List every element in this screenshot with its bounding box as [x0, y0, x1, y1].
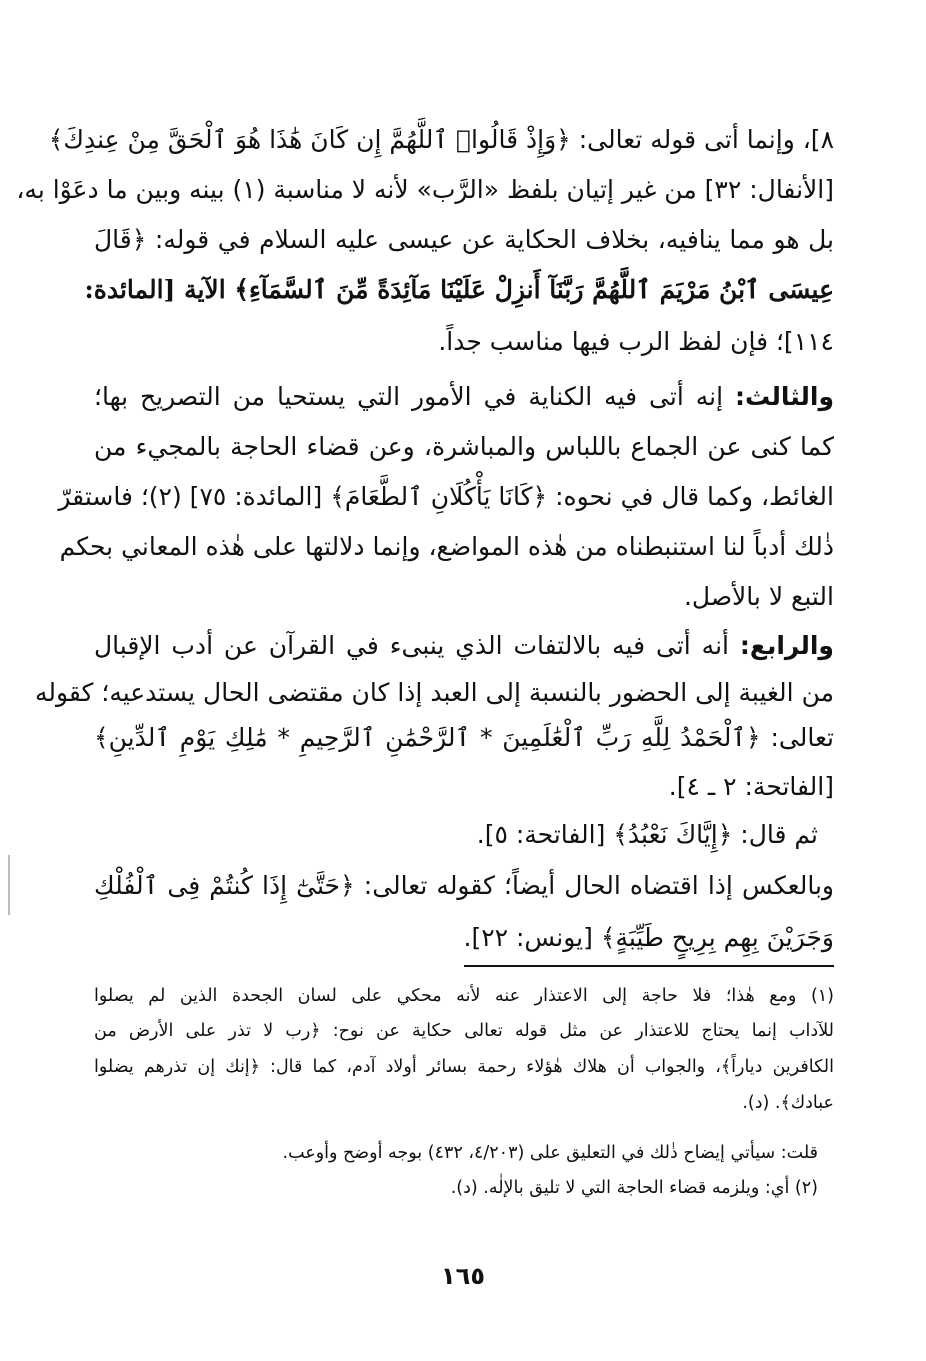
- body-line: التبع لا بالأصل.: [683, 582, 834, 611]
- footnote-line: (٢) أي: ويلزمه قضاء الحاجة التي لا تليق بالإلٰه. (د).: [450, 1178, 818, 1198]
- body-line: [الفاتحة: ٢ ـ ٤].: [668, 772, 834, 801]
- body-line: بل هو مما ينافيه، بخلاف الحكاية عن عيسى عليه السلام في قوله: ﴿قَالَ: [94, 225, 834, 254]
- body-line: [94, 373, 834, 421]
- body-line: من الغيبة إلى الحضور بالنسبة إلى العبد إذا كان مقتضى الحال يستدعيه؛ كقوله: [34, 678, 834, 707]
- body-line: ثم قال: ﴿إِيَّاكَ نَعْبُدُ﴾ [الفاتحة: ٥].: [476, 820, 818, 849]
- body-line: الغائط، وكما قال في نحوه: ﴿كَانَا يَأْكُلَانِ ٱلطَّعَامَ﴾ [المائدة: ٧٥] (٢)؛ فاستقرّ: [58, 482, 834, 511]
- body-line: وبالعكس إذا اقتضاه الحال أيضاً؛ كقوله تعالى: ﴿حَتَّىٰٓ إِذَا كُنتُمْ فِى ٱلْفُلْكِ: [94, 871, 834, 900]
- body-line: تعالى: ﴿ٱلْحَمْدُ لِلَّهِ رَبِّ ٱلْعَٰلَمِينَ * ٱلرَّحْمَٰنِ ٱلرَّحِيمِ * مَٰلِكِ يَوْمِ ٱلدِّينِ﴾: [94, 723, 834, 752]
- paragraph-text: إنه أتى فيه الكناية في الأمور التي يستحيا من التصريح بها؛: [94, 382, 724, 411]
- paragraph-text: أنه أتى فيه بالالتفات الذي ينبىء في القرآن عن أدب الإقبال: [94, 631, 729, 660]
- body-line: عِيسَى ٱبْنُ مَرْيَمَ ٱللَّهُمَّ رَبَّنَآ أَنزِلْ عَلَيْنَا مَآئِدَةً مِّنَ ٱلسَّمَآءِ﴾ الآية [المائدة:: [84, 275, 834, 304]
- body-line: وَجَرَيْنَ بِهِم بِرِيحٍ طَيِّبَةٍ﴾ [يونس: ٢٢].: [463, 923, 834, 952]
- body-line: [94, 622, 834, 670]
- footnote-line: (١) ومع هٰذا؛ فلا حاجة إلى الاعتذار عنه لأنه محكي على لسان الجحدة الذين لم يصلوا: [94, 986, 834, 1006]
- page-number: ١٦٥: [441, 1262, 485, 1290]
- paragraph-lead: والرابع:: [739, 631, 834, 660]
- body-line: ذٰلك أدباً لنا استنبطناه من هٰذه المواضع، وإنما دلالتها على هٰذه المعاني بحكم: [59, 532, 834, 561]
- body-line: كما كنى عن الجماع باللباس والمباشرة، وعن قضاء الحاجة بالمجيء من: [94, 432, 834, 461]
- footnote-line: قلت: سيأتي إيضاح ذٰلك في التعليق على (٤/٢٠٣، ٤٣٢) بوجه أوضح وأوعب.: [282, 1143, 818, 1163]
- body-line: ٨]، وإنما أتى قوله تعالى: ﴿وَإِذْ قَالُوا۟ ٱللَّهُمَّ إِن كَانَ هَٰذَا هُوَ ٱلْحَقَّ مِنْ عِندِكَ﴾: [48, 125, 834, 154]
- paragraph-lead: والثالث:: [735, 382, 834, 411]
- footnote-line: عبادك﴾. (د).: [742, 1093, 834, 1113]
- body-line: [الأنفال: ٣٢] من غير إتيان بلفظ «الرَّب» لأنه لا مناسبة (١) بينه وبين ما دعَوْا به،: [16, 175, 834, 204]
- scan-edge-mark: [8, 855, 10, 915]
- body-line: ١١٤]؛ فإن لفظ الرب فيها مناسب جداً.: [438, 327, 834, 356]
- footnote-line: للآداب إنما يحتاج للاعتذار عن مثل قوله تعالى حكاية عن نوح: ﴿رب لا تذر على الأرض من: [94, 1021, 834, 1041]
- footnote-line: الكافرين دياراً﴾، والجواب أن هلاك هٰؤلاء رحمة بسائر أولاد آدم، كما قال: ﴿إنك إن تذرهم يضلوا: [94, 1057, 834, 1077]
- footnote-separator: [464, 965, 834, 967]
